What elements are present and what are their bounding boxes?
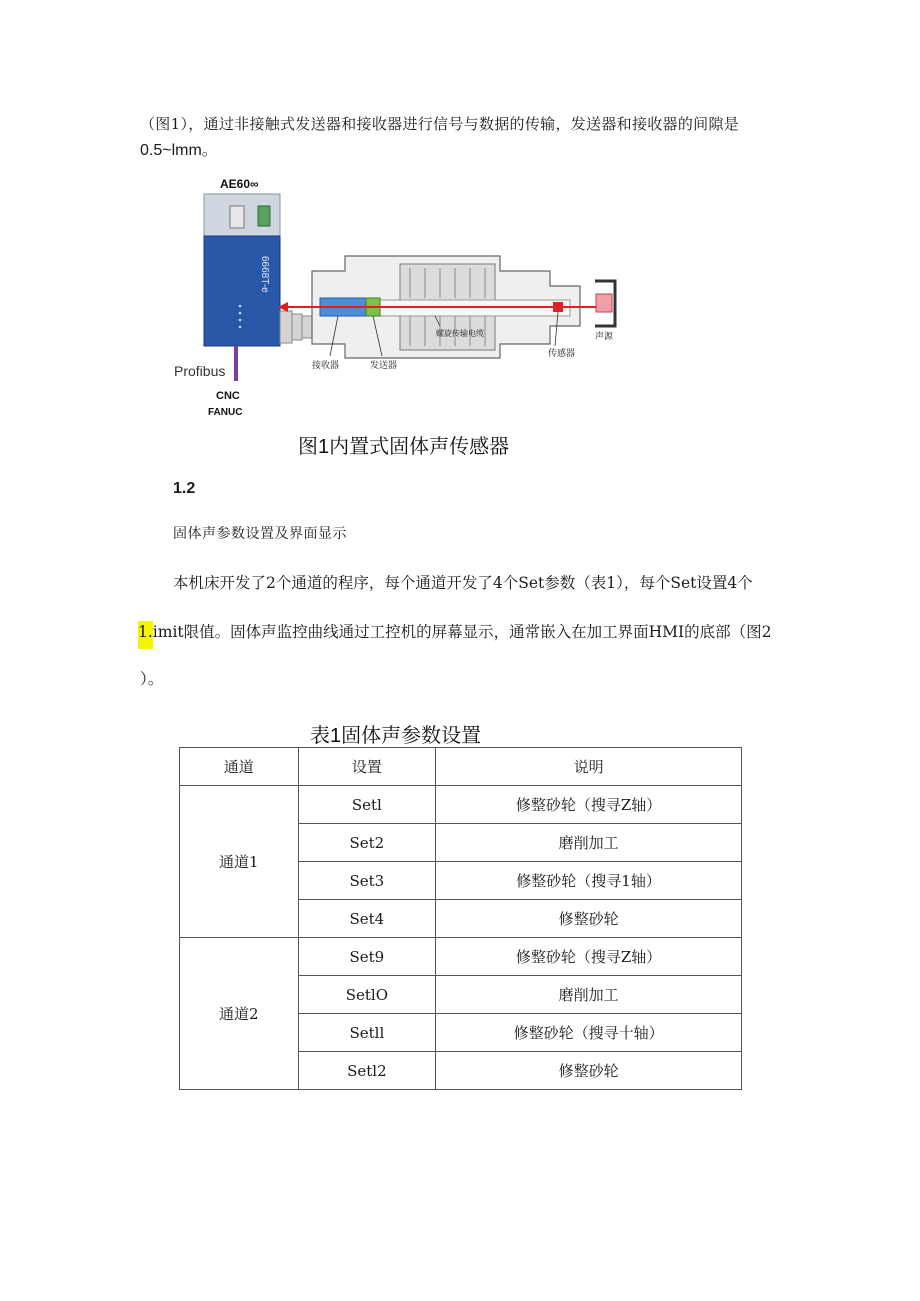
table-header-row	[180, 748, 742, 786]
parameter-table	[179, 747, 742, 1090]
desc-cell: 修整砂轮（搜寻Z轴）	[436, 786, 742, 824]
set-cell: Set4	[298, 900, 436, 938]
sensor-label: 传感器	[548, 349, 576, 359]
desc-cell: 修整砂轮	[436, 900, 742, 938]
device-port-right	[258, 206, 270, 226]
set-cell: Setl2	[298, 1052, 436, 1090]
set-cell: Set3	[298, 862, 436, 900]
figure-caption: 图1内置式固体声传感器	[298, 436, 510, 458]
section-number: 1.2	[173, 480, 196, 497]
section-para-line-2	[138, 620, 772, 642]
sound-source	[596, 294, 612, 312]
connector-cable	[280, 311, 312, 343]
table-row	[180, 938, 742, 976]
set-cell: SetlO	[298, 976, 436, 1014]
header-setting: 设置	[298, 748, 436, 786]
section-para-line-3: ）。	[140, 670, 164, 688]
set-cell: Set2	[298, 824, 436, 862]
sensor-diagram	[170, 176, 630, 421]
transmitter-label: 发送器	[370, 361, 398, 371]
set-cell: Setll	[298, 1014, 436, 1052]
desc-cell: 修整砂轮（搜寻Z轴）	[436, 938, 742, 976]
source-label: 声源	[595, 332, 614, 342]
highlight-mark: 1.	[138, 621, 153, 649]
receiver-label: 接收器	[312, 361, 340, 371]
cable-label: 螺旋传输电缆	[436, 329, 484, 338]
intro-line-2: 0.5~lmm。	[140, 142, 218, 159]
device-label: AE60∞	[220, 177, 259, 191]
channel-cell: 通道2	[180, 938, 299, 1090]
section-para-line-1: 本机床开发了2个通道的程序，每个通道开发了4个Set参数（表1），每个Set设置4个	[173, 574, 753, 592]
header-description: 说明	[436, 748, 742, 786]
fanuc-label: FANUC	[208, 407, 243, 418]
device-side-text: 6668T-e	[259, 256, 270, 293]
set-cell: Set9	[298, 938, 436, 976]
desc-cell: 磨削加工	[436, 824, 742, 862]
channel-cell: 通道1	[180, 786, 299, 938]
table-caption: 表1固体声参数设置	[310, 725, 482, 747]
set-cell: Setl	[298, 786, 436, 824]
desc-cell: 修整砂轮（搜寻十轴）	[436, 1014, 742, 1052]
device-port-left	[230, 206, 244, 228]
desc-cell: 磨削加工	[436, 976, 742, 1014]
desc-cell: 修整砂轮	[436, 1052, 742, 1090]
header-channel: 通道	[180, 748, 299, 786]
section-para-line-2-text: imit限值。固体声监控曲线通过工控机的屏幕显示，通常嵌入在加工界面HMI的底部（图2	[152, 623, 772, 641]
table-row	[180, 786, 742, 824]
cnc-label: CNC	[216, 390, 240, 402]
section-title: 固体声参数设置及界面显示	[173, 526, 347, 542]
desc-cell: 修整砂轮（搜寻1轴）	[436, 862, 742, 900]
sensor-element	[553, 302, 563, 312]
intro-line-1: （图1），通过非接触式发送器和接收器进行信号与数据的传输，发送器和接收器的间隙是	[140, 115, 740, 133]
profibus-label: Profibus	[174, 363, 226, 379]
